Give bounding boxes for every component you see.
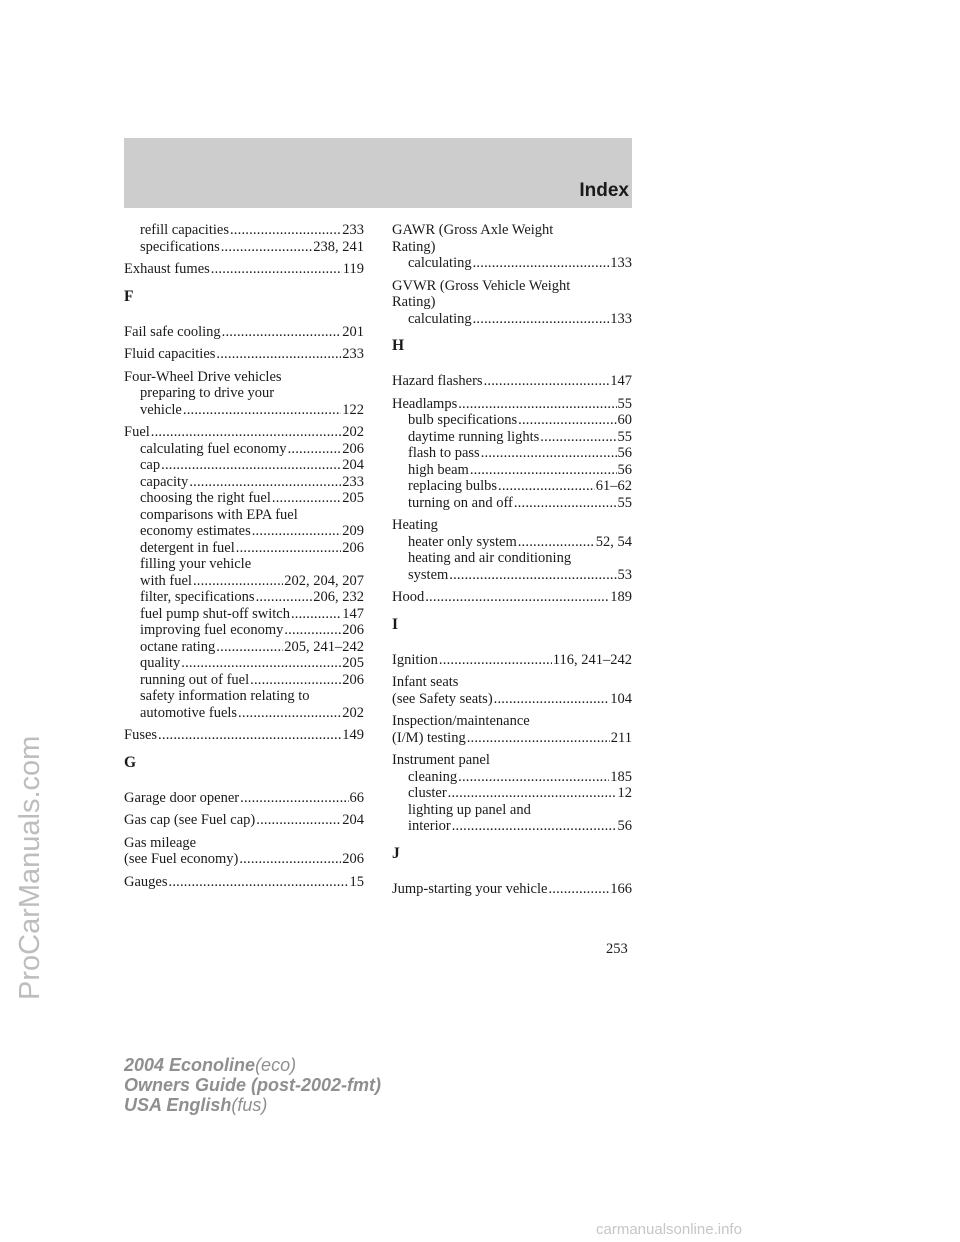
dot-leader <box>161 457 341 474</box>
index-subentry-line <box>392 567 632 584</box>
index-subentry-line <box>392 412 632 429</box>
entry-label: replacing bulbs <box>408 478 497 494</box>
entry-page-ref: 185 <box>610 768 632 785</box>
dot-leader <box>256 812 341 829</box>
entry-label: Rating) <box>392 294 436 310</box>
entry-label: automotive fuels <box>140 704 238 721</box>
entry-label: filling your vehicle <box>140 556 252 572</box>
index-column-left <box>124 222 364 896</box>
entry-label: Hazard flashers <box>392 373 483 389</box>
index-entry <box>124 727 364 744</box>
index-subentry-line <box>124 385 364 402</box>
index-subentry-line <box>392 769 632 786</box>
page-number: 253 <box>606 941 628 957</box>
entry-label: calculating <box>408 310 472 327</box>
index-subentry-line <box>392 462 632 479</box>
index-entry-line <box>392 239 632 256</box>
footer-language-code: (fus) <box>231 1095 268 1115</box>
entry-page-ref: 52, 54 <box>595 533 632 550</box>
index-subentry-line <box>124 474 364 491</box>
index-entry <box>124 324 364 341</box>
entry-label: detergent in fuel <box>140 539 235 556</box>
letter-heading-j: J <box>392 844 400 862</box>
dot-leader <box>256 589 313 606</box>
index-entry-line <box>124 261 364 278</box>
dot-leader <box>467 730 610 747</box>
entry-label: Fuses <box>124 727 158 743</box>
footer-model: 2004 Econoline <box>124 1055 256 1075</box>
dot-leader <box>514 495 617 512</box>
letter-heading-i: I <box>392 615 399 633</box>
index-subentry-line <box>124 457 364 474</box>
index-subentry-line <box>124 540 364 557</box>
index-entry-line <box>392 222 632 239</box>
index-entry <box>392 222 632 272</box>
dot-leader <box>169 874 349 891</box>
dot-leader <box>250 672 341 689</box>
index-entry-line <box>392 373 632 390</box>
entry-page-ref: 122 <box>342 401 364 418</box>
entry-label: interior <box>408 818 451 834</box>
entry-page-ref: 238, 241 <box>313 238 364 255</box>
entry-page-ref: 55 <box>617 395 632 412</box>
index-subentry-line <box>124 239 364 256</box>
entry-page-ref: 206 <box>342 851 364 867</box>
dot-leader <box>222 324 342 341</box>
entry-page-ref: 147 <box>342 605 364 622</box>
dot-leader <box>238 705 341 722</box>
entry-label: vehicle <box>140 401 182 418</box>
index-subentry-line <box>124 573 364 590</box>
index-entry-line <box>392 691 632 708</box>
entry-label: Heating <box>392 517 438 533</box>
dot-leader <box>193 573 283 590</box>
index-entry-line <box>392 713 632 730</box>
dot-leader <box>216 639 283 656</box>
index-subentry-line <box>392 429 632 446</box>
entry-group-j <box>392 881 632 898</box>
index-column-right <box>392 222 632 903</box>
dot-leader <box>481 445 617 462</box>
entry-page-ref: 60 <box>617 412 632 428</box>
dot-leader <box>484 373 610 390</box>
entry-label: preparing to drive your <box>140 385 275 401</box>
entry-page-ref: 206 <box>342 622 364 638</box>
index-subentry-line <box>124 639 364 656</box>
dot-leader <box>449 567 616 584</box>
index-entry <box>124 835 364 868</box>
dot-leader <box>189 474 341 491</box>
entry-page-ref: 15 <box>349 873 364 890</box>
header-band <box>124 138 632 208</box>
index-subentry-line <box>124 441 364 458</box>
document-footer <box>124 1055 381 1115</box>
entry-page-ref: 56 <box>617 445 632 461</box>
index-subentry-line <box>392 802 632 819</box>
entry-page-ref: 205, 241–242 <box>284 638 364 655</box>
entry-page-ref: 147 <box>610 373 632 389</box>
dot-leader <box>236 540 341 557</box>
entry-label: economy estimates <box>140 523 251 539</box>
dot-leader <box>458 769 609 786</box>
dot-leader <box>448 785 617 802</box>
entry-group-i <box>392 652 632 835</box>
dot-leader <box>240 790 348 807</box>
entry-label: GVWR (Gross Vehicle Weight <box>392 277 571 294</box>
letter-heading-g: G <box>124 753 137 771</box>
index-entry <box>124 874 364 891</box>
entry-label: daytime running lights <box>408 428 540 445</box>
entry-label: Inspection/maintenance <box>392 713 530 729</box>
entry-group-g <box>124 790 364 891</box>
entry-page-ref: 55 <box>617 428 632 445</box>
index-subentry-line <box>124 622 364 639</box>
index-entry-line <box>124 874 364 891</box>
index-entry <box>124 222 364 255</box>
footer-guide: Owners Guide (post-2002-fmt) <box>124 1075 382 1095</box>
index-entry-line <box>124 835 364 852</box>
dot-leader <box>252 523 342 540</box>
entry-page-ref: 206 <box>342 539 364 556</box>
index-subentry-line <box>392 445 632 462</box>
index-entry-line <box>124 812 364 829</box>
entry-page-ref: 201 <box>342 323 364 340</box>
entry-label: (see Fuel economy) <box>124 851 239 867</box>
entry-label: running out of fuel <box>140 671 250 688</box>
index-subentry-line <box>124 490 364 507</box>
index-subentry-line <box>392 255 632 272</box>
entry-label: Exhaust fumes <box>124 261 210 277</box>
dot-leader <box>239 851 341 868</box>
entry-page-ref: 56 <box>617 818 632 834</box>
letter-heading-h: H <box>392 337 405 354</box>
index-subentry-line <box>392 311 632 328</box>
index-subentry-line <box>124 589 364 606</box>
side-watermark: ProCarManuals.com <box>14 735 46 1000</box>
entry-page-ref: 133 <box>610 310 632 327</box>
index-subentry-line <box>392 785 632 802</box>
dot-leader <box>158 727 341 744</box>
entry-page-ref: 66 <box>349 789 364 806</box>
entry-label: calculating <box>408 255 472 271</box>
entry-label: safety information relating to <box>140 688 310 704</box>
dot-leader <box>151 424 341 441</box>
entry-label: cap <box>140 457 161 473</box>
dot-leader <box>518 412 616 429</box>
entry-page-ref: 205 <box>342 490 364 506</box>
entry-page-ref: 206 <box>342 671 364 688</box>
entry-label: Headlamps <box>392 395 458 412</box>
index-entry <box>124 261 364 278</box>
dot-leader <box>494 691 610 708</box>
entry-label: Rating) <box>392 238 436 255</box>
entry-label: GAWR (Gross Axle Weight <box>392 222 554 238</box>
dot-leader <box>183 402 341 419</box>
entry-group-e <box>124 222 364 278</box>
entry-label: heating and air conditioning <box>408 550 572 566</box>
entry-label: comparisons with EPA fuel <box>140 506 298 523</box>
entry-label: Infant seats <box>392 674 459 690</box>
index-entry <box>392 517 632 583</box>
dot-leader <box>458 396 616 413</box>
entry-label: specifications <box>140 238 220 255</box>
entry-label: Instrument panel <box>392 752 490 768</box>
entry-label: Hood <box>392 589 425 605</box>
entry-label: cluster <box>408 785 447 801</box>
dot-leader <box>221 239 313 256</box>
entry-page-ref: 53 <box>617 566 632 583</box>
index-subentry-line <box>124 688 364 705</box>
entry-label: Gas cap (see Fuel cap) <box>124 812 256 828</box>
index-subentry-line <box>392 550 632 567</box>
entry-label: (see Safety seats) <box>392 690 493 707</box>
dot-leader <box>439 652 552 669</box>
index-entry <box>392 278 632 328</box>
index-entry-line <box>392 294 632 311</box>
dot-leader <box>518 534 595 551</box>
entry-page-ref: 206 <box>342 440 364 457</box>
entry-label: refill capacities <box>140 222 229 238</box>
entry-page-ref: 202 <box>342 424 364 440</box>
entry-group-f <box>124 324 364 744</box>
index-entry <box>392 674 632 707</box>
dot-leader <box>470 462 617 479</box>
footer-language: USA English <box>124 1095 232 1115</box>
index-subentry-line <box>124 222 364 239</box>
index-subentry-line <box>124 523 364 540</box>
dot-leader <box>498 478 595 495</box>
entry-label: Garage door opener <box>124 789 240 806</box>
entry-label: Jump-starting your vehicle <box>392 880 548 897</box>
index-entry-line <box>392 730 632 747</box>
index-entry <box>392 396 632 512</box>
footer-model-code: (eco) <box>255 1055 297 1075</box>
entry-page-ref: 233 <box>342 473 364 490</box>
entry-page-ref: 206, 232 <box>313 589 364 605</box>
index-subentry-line <box>124 556 364 573</box>
entry-label: heater only system <box>408 533 517 550</box>
entry-page-ref: 104 <box>610 690 632 707</box>
entry-page-ref: 204 <box>342 457 364 473</box>
section-title: Index <box>579 180 629 201</box>
dot-leader <box>211 261 342 278</box>
index-entry <box>392 713 632 746</box>
index-entry-line <box>392 517 632 534</box>
entry-label: octane rating <box>140 638 216 655</box>
bottom-watermark: carmanualsonline.info <box>596 1221 742 1238</box>
entry-group-h <box>392 373 632 606</box>
dot-leader <box>284 622 341 639</box>
dot-leader <box>272 490 341 507</box>
index-entry-line <box>392 881 632 898</box>
dot-leader <box>473 255 610 272</box>
dot-leader <box>540 429 616 446</box>
index-subentry-line <box>124 655 364 672</box>
dot-leader <box>473 311 610 328</box>
entry-page-ref: 61–62 <box>595 478 632 494</box>
index-entry-line <box>124 324 364 341</box>
entry-label: capacity <box>140 473 189 490</box>
index-entry-line <box>124 346 364 363</box>
entry-label: choosing the right fuel <box>140 490 271 506</box>
entry-page-ref: 233 <box>342 222 364 238</box>
index-entry-line <box>392 278 632 295</box>
entry-page-ref: 189 <box>610 589 632 605</box>
dot-leader <box>230 222 341 239</box>
dot-leader <box>291 606 341 623</box>
entry-label: high beam <box>408 461 469 478</box>
entry-label: Ignition <box>392 651 438 668</box>
entry-page-ref: 202 <box>342 704 364 721</box>
entry-page-ref: 119 <box>342 261 364 277</box>
entry-label: turning on and off <box>408 494 513 511</box>
entry-page-ref: 56 <box>617 461 632 478</box>
dot-leader <box>452 818 617 835</box>
index-entry <box>124 424 364 721</box>
index-entry-line <box>124 369 364 386</box>
entry-page-ref: 55 <box>617 494 632 511</box>
entry-label: with fuel <box>140 572 192 589</box>
index-entry-line <box>392 396 632 413</box>
entry-label: improving fuel economy <box>140 622 284 638</box>
index-entry <box>392 652 632 669</box>
index-entry-line <box>124 851 364 868</box>
entry-page-ref: 12 <box>617 785 632 801</box>
index-subentry-line <box>392 534 632 551</box>
entry-page-ref: 209 <box>342 523 364 539</box>
entry-label: (I/M) testing <box>392 729 466 746</box>
dot-leader <box>216 346 341 363</box>
index-entry <box>124 369 364 419</box>
entry-label: Gas mileage <box>124 834 197 851</box>
entry-label: system <box>408 566 449 583</box>
index-subentry-line <box>124 507 364 524</box>
index-entry <box>124 346 364 363</box>
index-entry-line <box>392 652 632 669</box>
index-subentry-line <box>392 478 632 495</box>
entry-label: lighting up panel and <box>408 801 531 818</box>
index-entry <box>392 589 632 606</box>
index-entry <box>392 373 632 390</box>
entry-page-ref: 205 <box>342 655 364 671</box>
entry-page-ref: 211 <box>610 729 632 746</box>
index-entry-line <box>392 589 632 606</box>
entry-page-ref: 204 <box>342 812 364 828</box>
dot-leader <box>425 589 609 606</box>
index-subentry-line <box>124 672 364 689</box>
dot-leader <box>548 881 609 898</box>
index-entry-line <box>392 752 632 769</box>
index-entry <box>124 790 364 807</box>
dot-leader <box>181 655 341 672</box>
entry-label: Four-Wheel Drive vehicles <box>124 368 282 385</box>
entry-page-ref: 116, 241–242 <box>552 651 632 668</box>
index-entry <box>124 812 364 829</box>
entry-label: cleaning <box>408 768 458 785</box>
index-subentry-line <box>124 705 364 722</box>
entry-page-ref: 233 <box>342 346 364 362</box>
entry-label: flash to pass <box>408 445 480 461</box>
index-entry-line <box>124 727 364 744</box>
index-subentry-line <box>392 495 632 512</box>
entry-label: fuel pump shut-off switch <box>140 605 290 622</box>
entry-page-ref: 202, 204, 207 <box>284 572 364 589</box>
index-entry <box>392 881 632 898</box>
dot-leader <box>288 441 342 458</box>
index-entry-line <box>392 674 632 691</box>
entry-group-g-cont <box>392 222 632 327</box>
entry-page-ref: 166 <box>610 880 632 897</box>
index-subentry-line <box>124 402 364 419</box>
entry-label: quality <box>140 655 181 671</box>
index-subentry-line <box>392 818 632 835</box>
entry-label: bulb specifications <box>408 412 518 428</box>
index-entry-line <box>124 424 364 441</box>
entry-label: calculating fuel economy <box>140 440 287 457</box>
entry-page-ref: 149 <box>342 727 364 743</box>
entry-label: filter, specifications <box>140 589 255 605</box>
entry-page-ref: 133 <box>610 255 632 271</box>
entry-label: Fuel <box>124 424 150 440</box>
index-subentry-line <box>124 606 364 623</box>
entry-label: Gauges <box>124 873 168 890</box>
index-entry <box>392 752 632 835</box>
entry-label: Fluid capacities <box>124 346 216 362</box>
index-entry-line <box>124 790 364 807</box>
entry-label: Fail safe cooling <box>124 323 221 340</box>
letter-heading-f: F <box>124 287 134 305</box>
